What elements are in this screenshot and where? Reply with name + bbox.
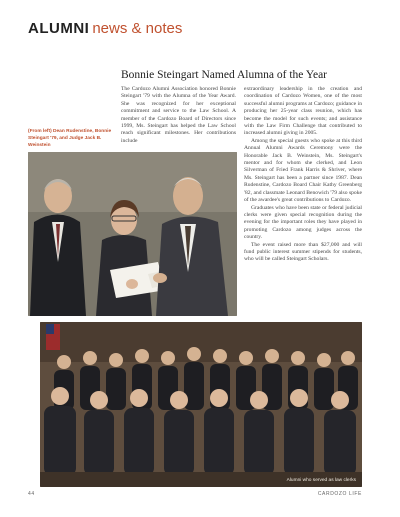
article-column-1	[121, 86, 236, 145]
article-title: Bonnie Steingart Named Alumna of the Year	[121, 69, 328, 81]
page-number: 44	[28, 491, 35, 497]
paragraph: The Cardozo Alumni Association honored Bonnie Steingart '79 with the Alumna of the Year Award. She was recognized for her exceptional commitment and service to the Law School. A member of the Cardozo Board of Directors since 1999, Ms. Steingart has helped the Law School reach significant milestones. Her contributions include	[121, 86, 236, 144]
group-photo-illustration	[40, 322, 362, 487]
photo-caption-top: (From left) Dean Rudenstine, Bonnie Steingart '79, and Judge Jack B. Weinstein	[28, 129, 112, 148]
paragraph: Among the special guests who spoke at this third Annual Alumni Awards Ceremony were the Honorable Jack B. Weinstein, Ms. Steingart's mentor and for whom she clerked, and Leon Silverman of Fried Frank Harris & Shriver, where Ms. Steingart has been a partner since 1987. Dean Rudenstine, Cardozo Board Chair Kathy Greenberg '82, and classmate Leonard Benowich '79 also spoke of the awardee's great contributions to Cardozo.	[244, 137, 362, 204]
award-photo	[28, 152, 237, 316]
paragraph: The event raised more than $27,000 and will fund public interest summer stipends for students, who will be called Steingart Scholars.	[244, 241, 362, 263]
article-column-2	[244, 86, 362, 264]
paragraph: Graduates who have been state or federal judicial clerks were given special recognition during the evening for the important roles they have played in promoting Cardozo among judges across the country.	[244, 204, 362, 241]
group-photo	[40, 322, 362, 487]
photo-caption-bottom: Alumni who served as law clerks	[286, 478, 356, 483]
paragraph: extraordinary leadership in the creation and coordination of Cardozo Women, one of the most successful alumni programs at Cardozo; guidance in producing her 25-year class reunion, which has become the model for such events; and assistance with the Law Firm Challenge that contributed to increased alumni giving in 2005.	[244, 86, 362, 137]
section-kicker-news: news & notes	[92, 20, 183, 37]
publication-name: CARDOZO LIFE	[317, 491, 362, 497]
section-header	[28, 20, 182, 37]
section-kicker-alumni: ALUMNI	[28, 20, 90, 37]
award-photo-illustration	[28, 152, 237, 316]
